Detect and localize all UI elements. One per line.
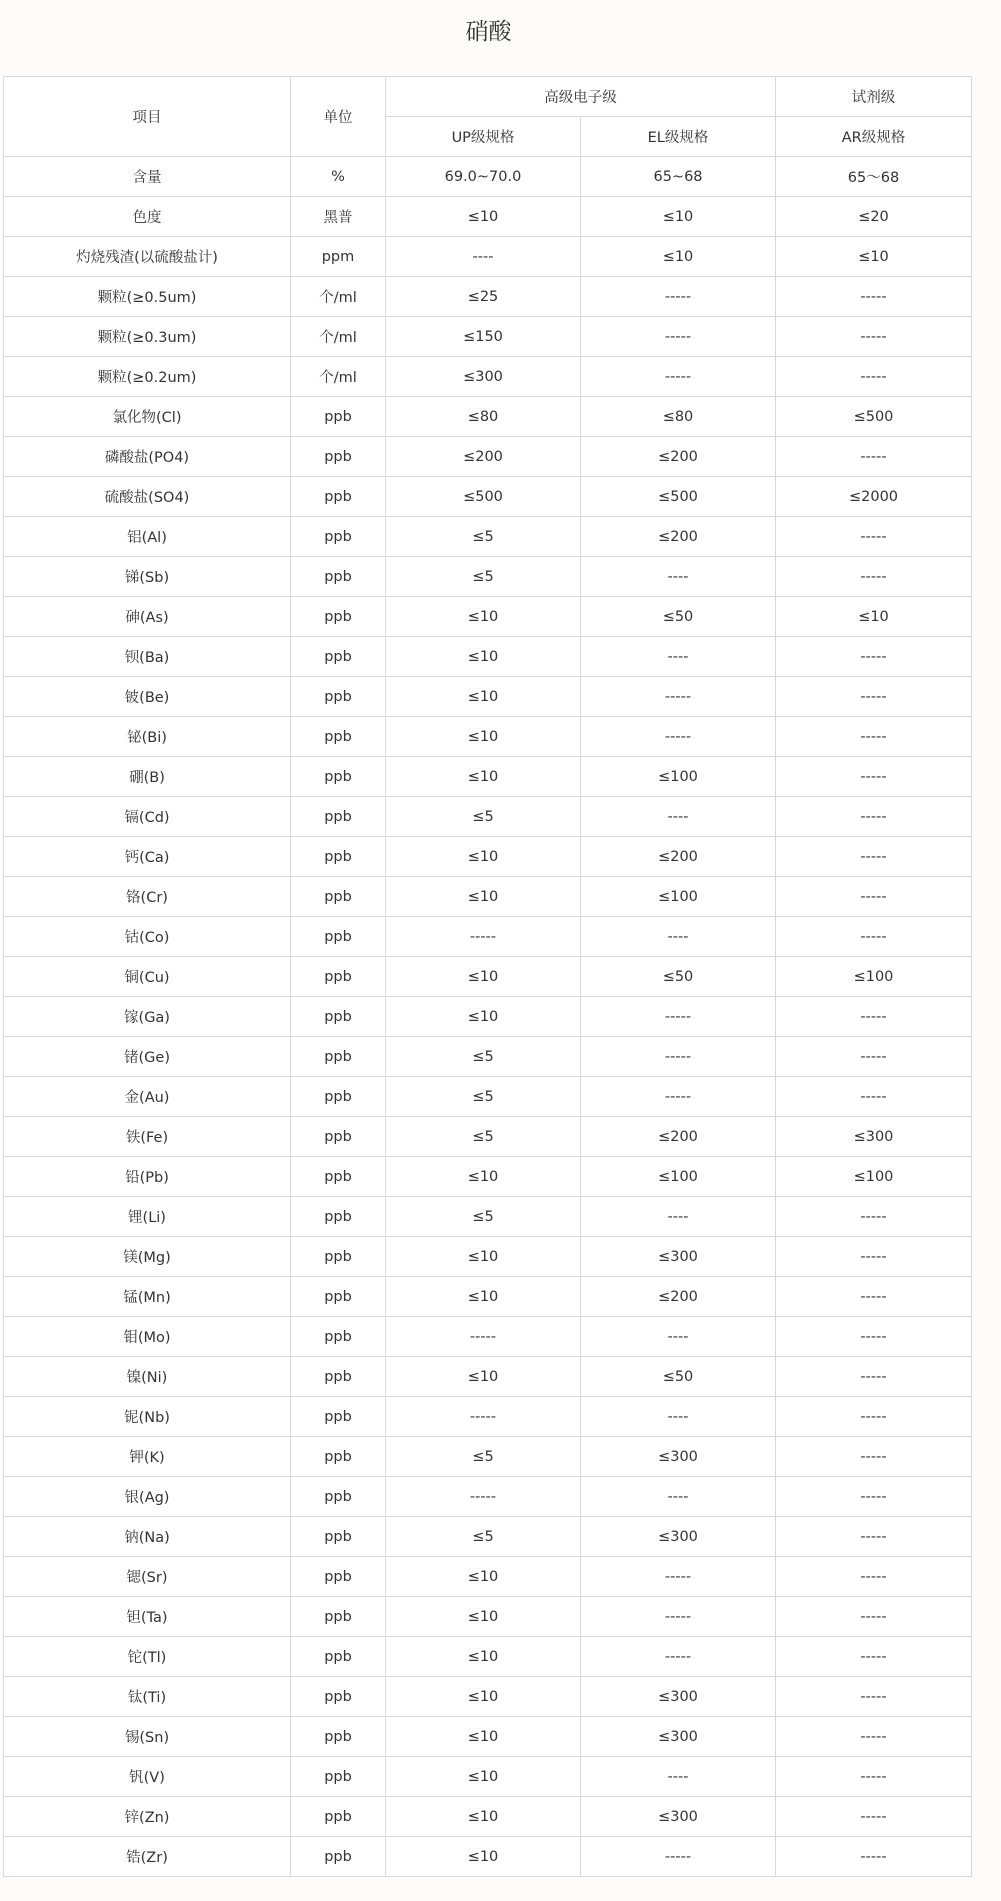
table-row (4, 637, 972, 677)
cell-up-spec: ≤10 (386, 1277, 581, 1317)
cell-ar-spec: ----- (776, 1317, 972, 1357)
table-row (4, 1477, 972, 1517)
cell-unit: ppb (291, 1477, 386, 1517)
cell-up-spec: ≤150 (386, 317, 581, 357)
cell-item: 灼烧残渣(以硫酸盐计) (4, 237, 291, 277)
table-row (4, 517, 972, 557)
table-row (4, 437, 972, 477)
cell-unit: ppm (291, 237, 386, 277)
cell-up-spec: ≤10 (386, 1157, 581, 1197)
cell-item: 硼(B) (4, 757, 291, 797)
cell-ar-spec: ≤10 (776, 237, 972, 277)
cell-up-spec: ≤10 (386, 1837, 581, 1877)
cell-ar-spec: ----- (776, 1237, 972, 1277)
cell-el-spec: ≤300 (581, 1717, 776, 1757)
cell-ar-spec: ----- (776, 317, 972, 357)
page-title: 硝酸 (465, 19, 512, 45)
cell-item: 铝(Al) (4, 517, 291, 557)
table-row (4, 957, 972, 997)
cell-ar-spec: ----- (776, 837, 972, 877)
cell-ar-spec: ----- (776, 877, 972, 917)
table-row (4, 1757, 972, 1797)
cell-ar-spec: ≤100 (776, 1157, 972, 1197)
cell-item: 色度 (4, 197, 291, 237)
cell-ar-spec: ----- (776, 677, 972, 717)
cell-el-spec: ----- (581, 1637, 776, 1677)
cell-unit: ppb (291, 1837, 386, 1877)
table-row (4, 1397, 972, 1437)
cell-item: 锗(Ge) (4, 1037, 291, 1077)
cell-ar-spec: ----- (776, 1357, 972, 1397)
table-row (4, 1277, 972, 1317)
cell-item: 铋(Bi) (4, 717, 291, 757)
cell-up-spec: ----- (386, 1317, 581, 1357)
cell-item: 钒(V) (4, 1757, 291, 1797)
table-header (4, 77, 972, 157)
cell-item: 钛(Ti) (4, 1677, 291, 1717)
cell-unit: ppb (291, 717, 386, 757)
cell-item: 铜(Cu) (4, 957, 291, 997)
table-row (4, 557, 972, 597)
cell-item: 钴(Co) (4, 917, 291, 957)
table-row (4, 477, 972, 517)
table-row (4, 717, 972, 757)
cell-up-spec: ≤10 (386, 1677, 581, 1717)
cell-el-spec: ≤200 (581, 1277, 776, 1317)
cell-up-spec: ≤80 (386, 397, 581, 437)
cell-item: 锡(Sn) (4, 1717, 291, 1757)
cell-unit: ppb (291, 757, 386, 797)
cell-up-spec: ≤10 (386, 717, 581, 757)
cell-unit: ppb (291, 1397, 386, 1437)
cell-unit: ppb (291, 597, 386, 637)
cell-unit: ppb (291, 1437, 386, 1477)
table-row (4, 1157, 972, 1197)
cell-up-spec: ≤500 (386, 477, 581, 517)
table-row (4, 877, 972, 917)
cell-up-spec: ≤5 (386, 1077, 581, 1117)
cell-item: 含量 (4, 157, 291, 197)
cell-up-spec: ≤10 (386, 1757, 581, 1797)
cell-ar-spec: ----- (776, 1517, 972, 1557)
cell-el-spec: ≤200 (581, 437, 776, 477)
cell-el-spec: ---- (581, 1317, 776, 1357)
cell-ar-spec: ≤300 (776, 1117, 972, 1157)
table-row (4, 1037, 972, 1077)
table-row (4, 1797, 972, 1837)
cell-item: 钽(Ta) (4, 1597, 291, 1637)
cell-up-spec: ≤5 (386, 1117, 581, 1157)
cell-item: 钙(Ca) (4, 837, 291, 877)
table-row (4, 1317, 972, 1357)
cell-unit: ppb (291, 1757, 386, 1797)
cell-up-spec: ≤10 (386, 1237, 581, 1277)
cell-unit: ppb (291, 517, 386, 557)
cell-ar-spec: ----- (776, 997, 972, 1037)
cell-item: 磷酸盐(PO4) (4, 437, 291, 477)
cell-el-spec: ---- (581, 1197, 776, 1237)
table-row (4, 1677, 972, 1717)
table-row (4, 1197, 972, 1237)
cell-ar-spec: ----- (776, 1837, 972, 1877)
table-row (4, 1517, 972, 1557)
cell-up-spec: ≤5 (386, 517, 581, 557)
table-row (4, 677, 972, 717)
table-body (4, 157, 972, 1877)
cell-item: 铍(Be) (4, 677, 291, 717)
cell-unit: ppb (291, 877, 386, 917)
cell-ar-spec: ----- (776, 637, 972, 677)
cell-unit: ppb (291, 917, 386, 957)
cell-ar-spec: ≤2000 (776, 477, 972, 517)
cell-el-spec: ≤50 (581, 957, 776, 997)
cell-el-spec: ---- (581, 917, 776, 957)
table-row (4, 1717, 972, 1757)
cell-ar-spec: ----- (776, 1637, 972, 1677)
cell-item: 硫酸盐(SO4) (4, 477, 291, 517)
cell-unit: ppb (291, 1677, 386, 1717)
cell-up-spec: ≤10 (386, 757, 581, 797)
table-row (4, 1117, 972, 1157)
cell-ar-spec: ----- (776, 797, 972, 837)
cell-up-spec: ----- (386, 917, 581, 957)
cell-unit: ppb (291, 637, 386, 677)
cell-unit: ppb (291, 1157, 386, 1197)
cell-ar-spec: ----- (776, 1717, 972, 1757)
cell-up-spec: ≤10 (386, 597, 581, 637)
cell-item: 镉(Cd) (4, 797, 291, 837)
cell-up-spec: ----- (386, 1477, 581, 1517)
header-unit: 单位 (291, 77, 386, 157)
cell-up-spec: ≤10 (386, 1717, 581, 1757)
cell-el-spec: ----- (581, 1037, 776, 1077)
cell-el-spec: ----- (581, 357, 776, 397)
cell-item: 锰(Mn) (4, 1277, 291, 1317)
cell-unit: ppb (291, 1517, 386, 1557)
cell-up-spec: ≤10 (386, 1637, 581, 1677)
cell-item: 钠(Na) (4, 1517, 291, 1557)
cell-unit: ppb (291, 1637, 386, 1677)
cell-up-spec: ≤5 (386, 1037, 581, 1077)
cell-el-spec: ---- (581, 1477, 776, 1517)
cell-el-spec: ----- (581, 677, 776, 717)
cell-ar-spec: ----- (776, 1397, 972, 1437)
cell-el-spec: ≤300 (581, 1237, 776, 1277)
table-row (4, 597, 972, 637)
cell-up-spec: 69.0~70.0 (386, 157, 581, 197)
cell-el-spec: ≤300 (581, 1437, 776, 1477)
cell-item: 锑(Sb) (4, 557, 291, 597)
cell-unit: 个/ml (291, 357, 386, 397)
cell-el-spec: 65~68 (581, 157, 776, 197)
cell-unit: ppb (291, 997, 386, 1037)
cell-unit: ppb (291, 477, 386, 517)
cell-item: 铅(Pb) (4, 1157, 291, 1197)
cell-up-spec: ≤300 (386, 357, 581, 397)
cell-el-spec: ----- (581, 317, 776, 357)
cell-up-spec: ---- (386, 237, 581, 277)
table-row (4, 837, 972, 877)
cell-up-spec: ≤10 (386, 957, 581, 997)
cell-el-spec: ≤50 (581, 1357, 776, 1397)
cell-item: 锂(Li) (4, 1197, 291, 1237)
cell-ar-spec: ----- (776, 277, 972, 317)
cell-up-spec: ≤10 (386, 1557, 581, 1597)
cell-el-spec: ----- (581, 1557, 776, 1597)
cell-up-spec: ≤5 (386, 1197, 581, 1237)
cell-ar-spec: ----- (776, 1437, 972, 1477)
table-row (4, 997, 972, 1037)
table-row (4, 317, 972, 357)
cell-el-spec: ≤300 (581, 1677, 776, 1717)
cell-ar-spec: 65～68 (776, 157, 972, 197)
cell-item: 钾(K) (4, 1437, 291, 1477)
cell-item: 锶(Sr) (4, 1557, 291, 1597)
cell-ar-spec: ≤10 (776, 597, 972, 637)
table-row (4, 357, 972, 397)
table-row (4, 157, 972, 197)
cell-unit: ppb (291, 1317, 386, 1357)
table-row (4, 1237, 972, 1277)
cell-el-spec: ---- (581, 557, 776, 597)
cell-el-spec: ----- (581, 717, 776, 757)
cell-up-spec: ≤10 (386, 677, 581, 717)
cell-unit: ppb (291, 397, 386, 437)
cell-up-spec: ≤10 (386, 877, 581, 917)
cell-unit: ppb (291, 437, 386, 477)
cell-ar-spec: ----- (776, 517, 972, 557)
cell-ar-spec: ----- (776, 1077, 972, 1117)
cell-el-spec: ≤100 (581, 877, 776, 917)
table-row (4, 397, 972, 437)
cell-el-spec: ≤200 (581, 517, 776, 557)
cell-item: 颗粒(≥0.2um) (4, 357, 291, 397)
table-row (4, 1637, 972, 1677)
cell-item: 铊(Tl) (4, 1637, 291, 1677)
cell-ar-spec: ----- (776, 1597, 972, 1637)
table-row (4, 1837, 972, 1877)
cell-unit: ppb (291, 1597, 386, 1637)
header-el-spec: EL级规格 (581, 117, 776, 157)
cell-el-spec: ≤10 (581, 237, 776, 277)
table-row (4, 197, 972, 237)
cell-ar-spec: ----- (776, 1477, 972, 1517)
cell-ar-spec: ----- (776, 1197, 972, 1237)
cell-unit: ppb (291, 1277, 386, 1317)
cell-item: 铁(Fe) (4, 1117, 291, 1157)
cell-ar-spec: ----- (776, 757, 972, 797)
cell-unit: ppb (291, 1197, 386, 1237)
cell-ar-spec: ≤100 (776, 957, 972, 997)
cell-item: 颗粒(≥0.5um) (4, 277, 291, 317)
cell-el-spec: ≤80 (581, 397, 776, 437)
cell-up-spec: ≤10 (386, 837, 581, 877)
cell-unit: ppb (291, 957, 386, 997)
cell-item: 镍(Ni) (4, 1357, 291, 1397)
cell-item: 镁(Mg) (4, 1237, 291, 1277)
cell-el-spec: ----- (581, 277, 776, 317)
cell-unit: 个/ml (291, 277, 386, 317)
header-ar-spec: AR级规格 (776, 117, 972, 157)
table-row (4, 1597, 972, 1637)
cell-unit: % (291, 157, 386, 197)
cell-unit: ppb (291, 1077, 386, 1117)
cell-el-spec: ---- (581, 1757, 776, 1797)
table-row (4, 1077, 972, 1117)
cell-ar-spec: ----- (776, 1677, 972, 1717)
cell-el-spec: ----- (581, 1837, 776, 1877)
header-up-spec: UP级规格 (386, 117, 581, 157)
cell-ar-spec: ----- (776, 1557, 972, 1597)
cell-el-spec: ----- (581, 997, 776, 1037)
cell-up-spec: ≤200 (386, 437, 581, 477)
cell-unit: ppb (291, 797, 386, 837)
table-row (4, 277, 972, 317)
cell-item: 颗粒(≥0.3um) (4, 317, 291, 357)
cell-up-spec: ≤5 (386, 557, 581, 597)
cell-el-spec: ≤500 (581, 477, 776, 517)
cell-unit: ppb (291, 1557, 386, 1597)
cell-up-spec: ≤25 (386, 277, 581, 317)
cell-item: 镓(Ga) (4, 997, 291, 1037)
cell-unit: ppb (291, 677, 386, 717)
cell-unit: ppb (291, 1797, 386, 1837)
cell-ar-spec: ≤20 (776, 197, 972, 237)
cell-el-spec: ≤300 (581, 1517, 776, 1557)
cell-ar-spec: ----- (776, 357, 972, 397)
cell-ar-spec: ----- (776, 1757, 972, 1797)
cell-up-spec: ≤10 (386, 1357, 581, 1397)
cell-up-spec: ≤10 (386, 1797, 581, 1837)
cell-unit: ppb (291, 1117, 386, 1157)
cell-el-spec: ----- (581, 1077, 776, 1117)
cell-ar-spec: ----- (776, 557, 972, 597)
cell-ar-spec: ----- (776, 717, 972, 757)
cell-el-spec: ---- (581, 637, 776, 677)
cell-el-spec: ≤10 (581, 197, 776, 237)
cell-el-spec: ---- (581, 797, 776, 837)
table-row (4, 1357, 972, 1397)
table-row (4, 1437, 972, 1477)
cell-up-spec: ≤10 (386, 197, 581, 237)
cell-el-spec: ≤100 (581, 1157, 776, 1197)
cell-up-spec: ≤5 (386, 1517, 581, 1557)
header-row-top (4, 77, 972, 117)
cell-item: 钡(Ba) (4, 637, 291, 677)
cell-up-spec: ≤5 (386, 1437, 581, 1477)
cell-el-spec: ≤200 (581, 1117, 776, 1157)
cell-item: 铌(Nb) (4, 1397, 291, 1437)
cell-ar-spec: ----- (776, 1037, 972, 1077)
cell-item: 铬(Cr) (4, 877, 291, 917)
header-group-reagent: 试剂级 (776, 77, 972, 117)
cell-ar-spec: ≤500 (776, 397, 972, 437)
cell-unit: ppb (291, 837, 386, 877)
cell-el-spec: ≤100 (581, 757, 776, 797)
cell-up-spec: ----- (386, 1397, 581, 1437)
cell-up-spec: ≤10 (386, 997, 581, 1037)
cell-item: 钼(Mo) (4, 1317, 291, 1357)
cell-unit: ppb (291, 557, 386, 597)
cell-up-spec: ≤5 (386, 797, 581, 837)
table-row (4, 797, 972, 837)
cell-up-spec: ≤10 (386, 637, 581, 677)
cell-item: 金(Au) (4, 1077, 291, 1117)
cell-el-spec: ---- (581, 1397, 776, 1437)
cell-unit: ppb (291, 1357, 386, 1397)
cell-item: 砷(As) (4, 597, 291, 637)
cell-el-spec: ≤50 (581, 597, 776, 637)
cell-unit: ppb (291, 1237, 386, 1277)
cell-unit: ppb (291, 1037, 386, 1077)
spec-table (3, 76, 972, 1877)
table-row (4, 237, 972, 277)
cell-ar-spec: ----- (776, 437, 972, 477)
cell-ar-spec: ----- (776, 917, 972, 957)
cell-el-spec: ≤200 (581, 837, 776, 877)
cell-up-spec: ≤10 (386, 1597, 581, 1637)
table-row (4, 917, 972, 957)
cell-unit: ppb (291, 1717, 386, 1757)
cell-item: 锆(Zr) (4, 1837, 291, 1877)
table-row (4, 1557, 972, 1597)
cell-unit: 黑普 (291, 197, 386, 237)
cell-el-spec: ----- (581, 1597, 776, 1637)
header-group-electronic: 高级电子级 (386, 77, 776, 117)
cell-item: 氯化物(Cl) (4, 397, 291, 437)
cell-ar-spec: ----- (776, 1277, 972, 1317)
table-row (4, 757, 972, 797)
cell-item: 锌(Zn) (4, 1797, 291, 1837)
header-item: 项目 (4, 77, 291, 157)
cell-ar-spec: ----- (776, 1797, 972, 1837)
cell-item: 银(Ag) (4, 1477, 291, 1517)
cell-el-spec: ≤300 (581, 1797, 776, 1837)
cell-unit: 个/ml (291, 317, 386, 357)
